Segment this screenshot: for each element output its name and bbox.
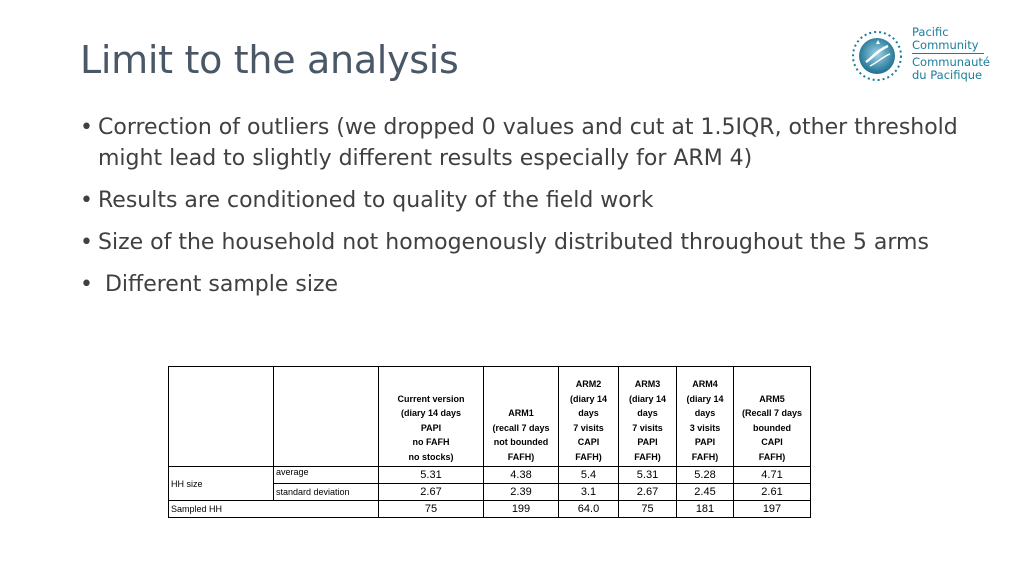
table-cell: 2.67 [619,484,677,501]
header-line: CAPI [577,437,600,447]
header-line: 7 visits [573,422,604,433]
bullet-dot: • [80,272,93,297]
results-table-wrapper [168,366,811,518]
header-line: (diary 14 [628,393,667,404]
logo-line-1: Pacific [912,25,949,39]
table-row [169,467,811,484]
header-line: 3 visits [689,422,721,433]
header-line: FAFH) [634,451,661,462]
table-cell: 75 [379,501,484,518]
header-line: ARM4 [692,379,718,389]
header-line: 7 visits [632,422,663,433]
header-line: FAFH) [758,451,786,462]
logo-divider [912,53,984,54]
header-line: (Recall 7 days [741,408,803,418]
bullet-item [80,269,980,300]
header-line: (diary 14 [569,393,608,404]
table-cell: 4.38 [484,467,559,484]
header-arm5 [734,367,811,467]
table-cell: 181 [677,501,734,518]
slide-title: Limit to the analysis [80,38,459,82]
header-arm3 [619,367,677,467]
header-line: Current version [397,393,465,404]
bullet-text: Results are conditioned to quality of the field work [98,188,654,213]
header-line: (diary 14 [686,393,724,404]
bullet-item [80,112,980,174]
header-arm2 [559,367,619,467]
bullet-list [80,112,980,311]
header-line: no FAFH [412,437,450,447]
pacific-community-logo [848,24,998,88]
header-line: no stocks) [408,451,454,462]
row-label: average [274,467,379,484]
bullet-text: Different sample size [98,272,339,297]
bullet-item [80,227,980,258]
header-line: ARM3 [634,379,661,389]
bullet-text: Correction of outliers (we dropped 0 values and cut at 1.5IQR, other threshold might lead to slightly different results especially for ARM 4) [98,115,958,171]
row-group-label: HH size [169,467,274,501]
bullet-text: Size of the household not homogenously distributed throughout the 5 arms [98,230,929,255]
table-cell: 2.39 [484,484,559,501]
bullet-dot: • [80,115,93,140]
bullet-item [80,185,980,216]
header-line: (diary 14 days [400,408,462,418]
globe-logo-icon [848,26,906,86]
table-cell: 5.31 [379,467,484,484]
table-cell: 199 [484,501,559,518]
logo-line-3: Communauté [912,55,990,69]
table-cell: 5.31 [619,467,677,484]
header-arm1 [484,367,559,467]
bullet-dot: • [80,188,93,213]
header-line: ARM1 [508,408,534,418]
header-empty-cell [169,367,274,467]
table-cell: 197 [734,501,811,518]
table-header-row [169,367,811,467]
row-label: standard deviation [274,484,379,501]
row-label: Sampled HH [169,501,379,518]
header-line: FAFH) [507,451,535,462]
header-empty-cell [274,367,379,467]
header-line: not bounded [493,437,549,447]
header-line: PAPI [694,437,716,447]
header-line: FAFH) [575,451,602,462]
header-arm4 [677,367,734,467]
header-current-version [379,367,484,467]
header-line: (recall 7 days [492,422,550,433]
table-row [169,501,811,518]
header-line: days [578,408,599,418]
logo-line-2: Community [912,37,979,52]
logo-line-4: du Pacifique [912,67,983,82]
header-line: days [694,408,716,418]
table-cell: 3.1 [559,484,619,501]
header-line: PAPI [637,437,658,447]
table-cell: 5.28 [677,467,734,484]
table-cell: 2.45 [677,484,734,501]
header-line: ARM5 [759,393,785,404]
table-cell: 5.4 [559,467,619,484]
table-cell: 75 [619,501,677,518]
header-line: ARM2 [575,379,602,389]
table-cell: 2.61 [734,484,811,501]
header-line: bounded [753,422,791,433]
header-line: FAFH) [691,451,719,462]
results-table [168,366,811,518]
header-line: days [637,408,658,418]
header-line: PAPI [420,422,442,433]
table-cell: 2.67 [379,484,484,501]
bullet-dot: • [80,230,93,255]
table-cell: 4.71 [734,467,811,484]
header-line: CAPI [761,437,783,447]
logo-wordmark [912,26,990,81]
table-cell: 64.0 [559,501,619,518]
